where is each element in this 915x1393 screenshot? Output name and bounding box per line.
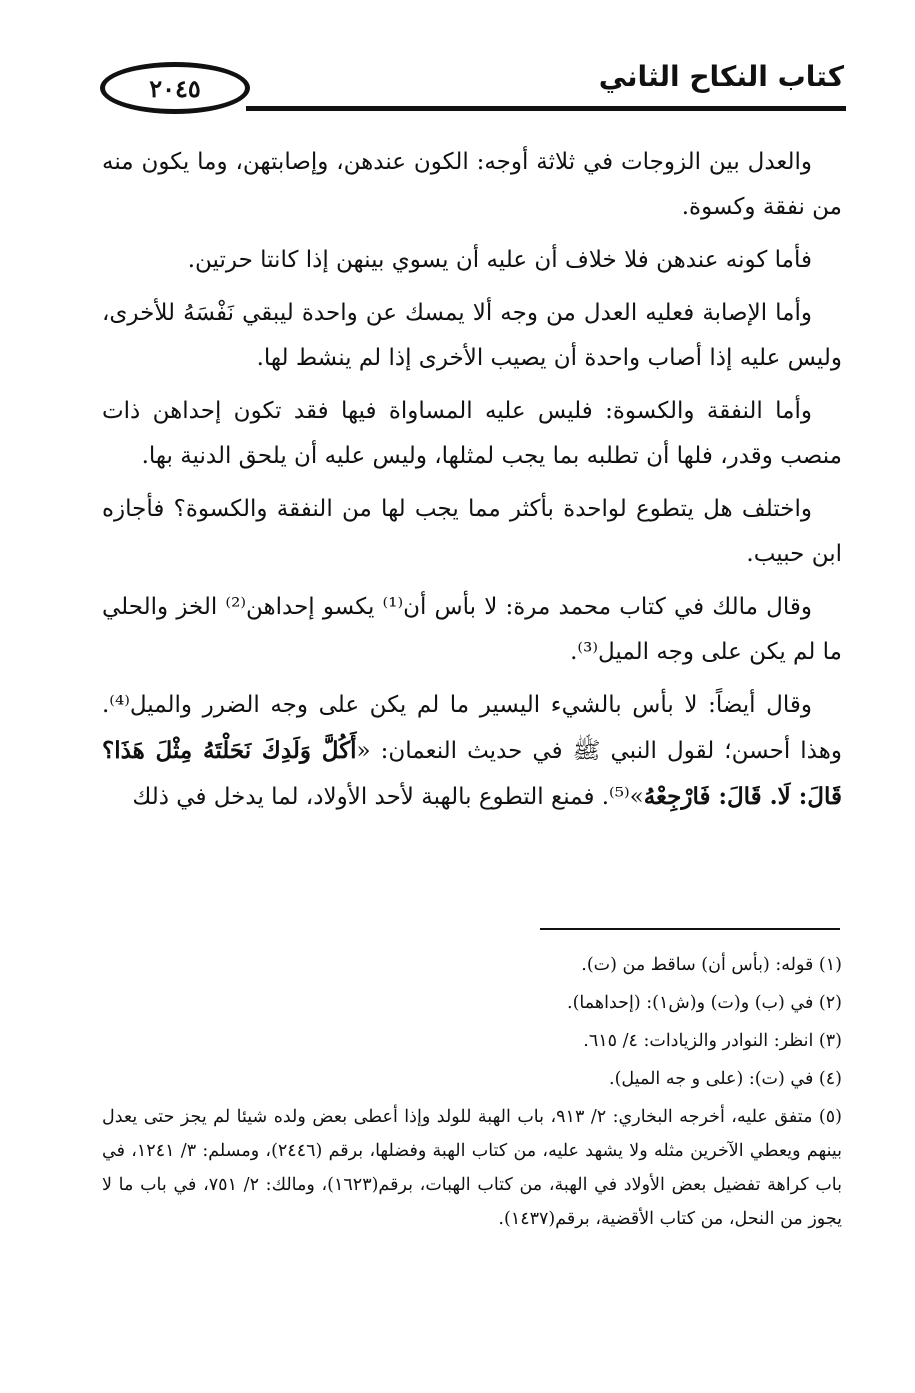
text-before-quote: وقال أيضاً: لا بأس بالشيء اليسير ما لم يكن على وجه الضرر والميل⁽⁴⁾. وهذا أحسن؛ لقول النبي ﷺ في حديث النعمان: « (102, 692, 842, 764)
text-after-quote: »⁽⁵⁾. فمنع التطوع بالهبة لأحد الأولاد، لما يدخل في ذلك (132, 784, 644, 810)
footnote: (٣) انظر: النوادر والزيادات: ٤/ ٦١٥. (583, 1031, 842, 1051)
hadith-quote: أَكُلَّ وَلَدِكَ نَحَلْتَهُ مِثْلَ هَذَا؟ قَالَ: لَا. قَالَ: فَارْجِعْهُ (102, 737, 842, 810)
paragraph: والعدل بين الزوجات في ثلاثة أوجه: الكون عندهن، وإصابتهن، وما يكون منه من نفقة وكسوة. (102, 149, 842, 220)
page-header (96, 56, 846, 120)
footnote: (٥) متفق عليه، أخرجه البخاري: ٢/ ٩١٣، باب الهبة للولد وإذا أعطى بعض ولده شيئا لم يجز حتى يعدل بينهم ويعطي الآخرين مثله ولا يشهد عليه، من كتاب الهبة وفضلها، برقم (٢٤٤٦)، ومسلم: ٣/ ١٢٤١، في باب كراهة تفضيل بعض الأولاد في الهبة، من كتاب الهبات، برقم(١٦٢٣)، ومالك: ٢/ ٧٥١، في باب ما لا يجوز من النحل، من كتاب الأقضية، برقم(١٤٣٧). (102, 1107, 843, 1229)
footnote: (٤) في (ت): (على و جه الميل). (609, 1069, 842, 1089)
footnotes (102, 948, 842, 1240)
paragraph: وقال مالك في كتاب محمد مرة: لا بأس أن⁽¹⁾ يكسو إحداهن⁽²⁾ الخز والحلي ما لم يكن على وجه الميل⁽³⁾. (102, 594, 842, 665)
paragraph: واختلف هل يتطوع لواحدة بأكثر مما يجب لها من النفقة والكسوة؟ فأجازه ابن حبيب. (102, 496, 842, 567)
footnote-divider (540, 928, 840, 930)
footnote: (١) قوله: (بأس أن) ساقط من (ت). (581, 955, 842, 975)
book-title: كتاب النكاح الثاني (598, 60, 844, 93)
paragraph: فأما كونه عندهن فلا خلاف أن عليه أن يسوي بينهن إذا كانتا حرتين. (187, 247, 812, 273)
footnote: (٢) في (ب) و(ت) و(ش١): (إحداهما). (567, 993, 842, 1013)
page-number-oval (100, 62, 250, 114)
paragraph-with-hadith (102, 683, 842, 820)
header-divider (246, 106, 846, 111)
paragraph: وأما الإصابة فعليه العدل من وجه ألا يمسك عن واحدة ليبقي نَفْسَهُ للأخرى، وليس عليه إذا أصاب واحدة أن يصيب الأخرى إذا لم ينشط لها. (102, 300, 842, 371)
page-number: ٢٠٤٥ (149, 73, 201, 103)
main-text (102, 140, 842, 828)
paragraph: وأما النفقة والكسوة: فليس عليه المساواة فيها فقد تكون إحداهن ذات منصب وقدر، فلها أن تطلبه بما يجب لمثلها، وليس عليه أن يلحق الدنية بها. (102, 398, 842, 469)
